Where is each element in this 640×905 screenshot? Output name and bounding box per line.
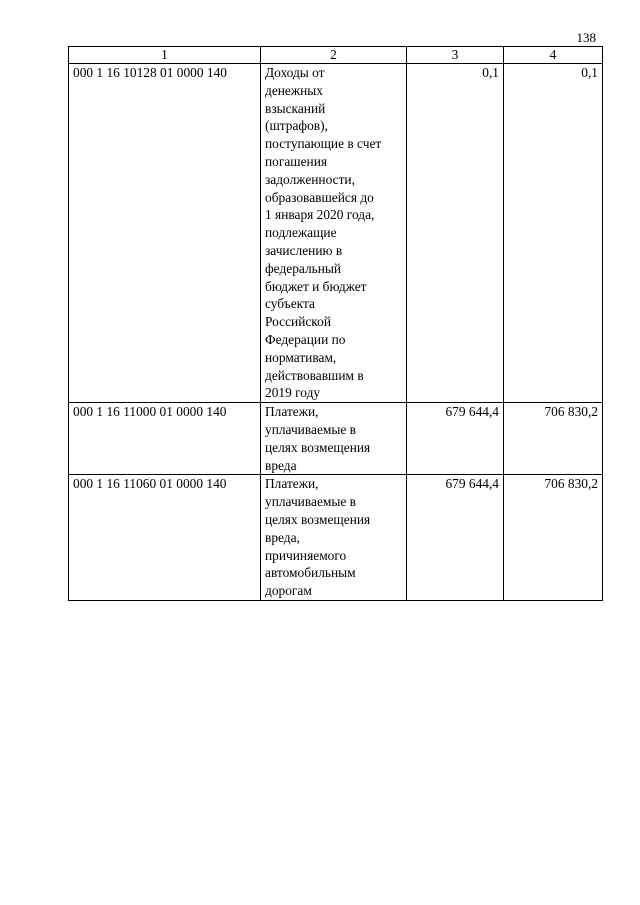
column-header-1: 1 bbox=[69, 47, 261, 64]
page-number: 138 bbox=[576, 30, 596, 45]
income-name-cell bbox=[261, 403, 407, 475]
income-name-line: Платежи, bbox=[265, 404, 319, 420]
income-name-line: 1 января 2020 года, bbox=[265, 207, 375, 223]
income-code-cell: 000 1 16 11000 01 0000 140 bbox=[69, 403, 261, 475]
income-name-line: причиняемого bbox=[265, 547, 347, 563]
income-name-line: Федерации по bbox=[265, 331, 346, 347]
income-name-cell bbox=[261, 475, 407, 601]
income-name-line: образовавшейся до bbox=[265, 189, 374, 205]
income-name-line: Платежи, bbox=[265, 476, 319, 492]
budget-table bbox=[68, 46, 603, 601]
income-name-line: нормативам, bbox=[265, 349, 337, 365]
income-name-line: зачислению в bbox=[265, 242, 343, 258]
income-name-line: Российской bbox=[265, 314, 331, 330]
income-name-cell bbox=[261, 64, 407, 403]
column-header-3: 3 bbox=[407, 47, 504, 64]
income-name-line: вреда bbox=[265, 457, 297, 473]
income-name-line: целях возмещения bbox=[265, 511, 371, 527]
column-header-4: 4 bbox=[504, 47, 603, 64]
income-name-line: действовавшим в bbox=[265, 367, 364, 383]
income-name-line: Доходы от bbox=[265, 65, 325, 80]
column-header-2: 2 bbox=[261, 47, 407, 64]
income-name-line: целях возмещения bbox=[265, 439, 371, 455]
table-row bbox=[69, 64, 603, 403]
income-name-line: 2019 году bbox=[265, 385, 321, 401]
value-col4-cell: 0,1 bbox=[504, 64, 603, 403]
income-name-line: задолженности, bbox=[265, 171, 355, 187]
income-code-cell: 000 1 16 10128 01 0000 140 bbox=[69, 64, 261, 403]
value-col4-cell: 706 830,2 bbox=[504, 475, 603, 601]
income-name-line: уплачиваемые в bbox=[265, 421, 356, 437]
value-col3-cell: 679 644,4 bbox=[407, 475, 504, 601]
income-name-line: (штрафов), bbox=[265, 118, 328, 134]
value-col4-cell: 706 830,2 bbox=[504, 403, 603, 475]
value-col3-cell: 679 644,4 bbox=[407, 403, 504, 475]
table-row bbox=[69, 475, 603, 601]
value-col3-cell: 0,1 bbox=[407, 64, 504, 403]
income-name-line: погашения bbox=[265, 153, 328, 169]
table-row bbox=[69, 403, 603, 475]
income-name-line: взысканий bbox=[265, 100, 326, 116]
income-name-line: дорогам bbox=[265, 583, 312, 599]
income-name-line: подлежащие bbox=[265, 225, 337, 241]
income-name-line: вреда, bbox=[265, 529, 300, 545]
income-name-line: автомобильным bbox=[265, 565, 356, 581]
income-name-line: субъекта bbox=[265, 296, 315, 312]
income-name-line: поступающие в счет bbox=[265, 136, 382, 152]
income-name-line: федеральный bbox=[265, 260, 342, 276]
income-name-line: бюджет и бюджет bbox=[265, 278, 367, 294]
income-name-line: денежных bbox=[265, 82, 323, 98]
income-code-cell: 000 1 16 11060 01 0000 140 bbox=[69, 475, 261, 601]
header-row bbox=[69, 47, 603, 64]
income-name-line: уплачиваемые в bbox=[265, 494, 356, 510]
